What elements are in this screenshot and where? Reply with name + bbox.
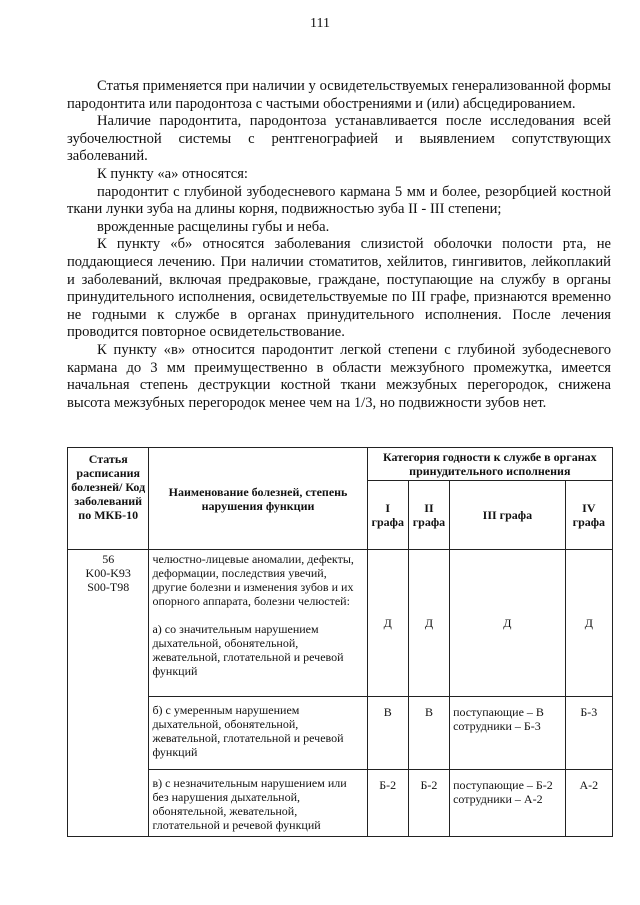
paragraph: К пункту «б» относятся заболевания слизистой оболочки полости рта, не поддающиеся лечению. При наличии стоматитов, хейлитов, гингивитов, лейкоплакий и заболеваний, включая предраковые, граждане, поступающие на службу в органы принудительного исполнения, освидетельствуемые по III графе, признаются временно не годными к службе в органах принудительного исполнения. После лечения проводится повторное освидетельствование. [67,236,611,341]
grade-cell: Д [450,550,566,697]
header-grade-1: I графа [367,481,408,550]
item-a-text: а) со значительным нарушением дыхательной, обонятельной, жевательной, глотательной и речевой функций [152,622,344,678]
header-grade-4: IV графа [565,481,612,550]
grade-applicants: поступающие – Б-2 [453,778,553,792]
fitness-category-table [67,447,613,837]
icd-code: K00-K93 [85,566,131,580]
article-cell [68,550,149,837]
grade-cell: Б-2 [367,770,408,837]
paragraph: врожденные расщелины губы и неба. [97,218,330,235]
header-disease-name: Наименование болезней, степень нарушения функции [149,448,367,550]
header-article-code: Статья расписания болезней/ Код заболеваний по МКБ-10 [68,448,149,550]
intro-text: челюстно-лицевые аномалии, дефекты, деформации, последствия увечий, другие болезни и изменения зубов и их опорного аппарата, болезни челюстей: [152,552,354,608]
header-grade-2: II графа [408,481,449,550]
table-row [68,770,613,837]
grade-cell: Б-2 [408,770,449,837]
paragraph: К пункту «в» относится пародонтит легкой степени с глубиной зубодесневого кармана до 3 мм преимущественно в области межзубного промежутка, имеется начальная степень деструкции костной ткани межзубных перегородок, снижена высота межзубных перегородок менее чем на 1/3, но подвижности зубов нет. [67,341,611,411]
grade-applicants: поступающие – В [453,705,544,719]
disease-description: в) с незначительным нарушением или без нарушения дыхательной, обонятельной, жевательной, глотательной и речевой функций [149,770,367,837]
paragraph: Наличие пародонтита, пародонтоза устанавливается после исследования всей зубочелюстной системы с рентгенографией и выявлением сопутствующих заболеваний. [67,113,611,165]
grade-cell: Д [367,550,408,697]
grade-cell: А-2 [565,770,612,837]
grade-employees: сотрудники – А-2 [453,792,543,806]
grade-cell: В [408,697,449,770]
grade-cell: Д [408,550,449,697]
header-grade-3: III графа [450,481,566,550]
icd-code: S00-T98 [87,580,130,594]
table-row [68,697,613,770]
paragraph: пародонтит с глубиной зубодесневого кармана 5 мм и более, резорбцией костной ткани лунки зуба на длины корня, подвижностью зуба II - III степени; [67,183,611,218]
table-header-row [68,448,613,481]
disease-description: б) с умеренным нарушением дыхательной, обонятельной, жевательной, глотательной и речевой функций [149,697,367,770]
grade-cell: Д [565,550,612,697]
table-row [68,550,613,697]
header-fitness-category: Категория годности к службе в органах принудительного исполнения [367,448,612,481]
grade-cell: Б-3 [565,697,612,770]
body-text [67,78,611,412]
disease-description [149,550,367,697]
grade-cell: В [367,697,408,770]
paragraph: Статья применяется при наличии у освидетельствуемых генерализованной формы пародонтита или пародонтоза с частыми обострениями и (или) абсцедированием. [67,78,611,112]
paragraph: К пункту «а» относятся: [97,165,248,182]
article-number: 56 [102,552,115,566]
grade-cell [450,770,566,837]
grade-cell [450,697,566,770]
grade-employees: сотрудники – Б-3 [453,719,541,733]
page-number: 111 [310,16,330,31]
